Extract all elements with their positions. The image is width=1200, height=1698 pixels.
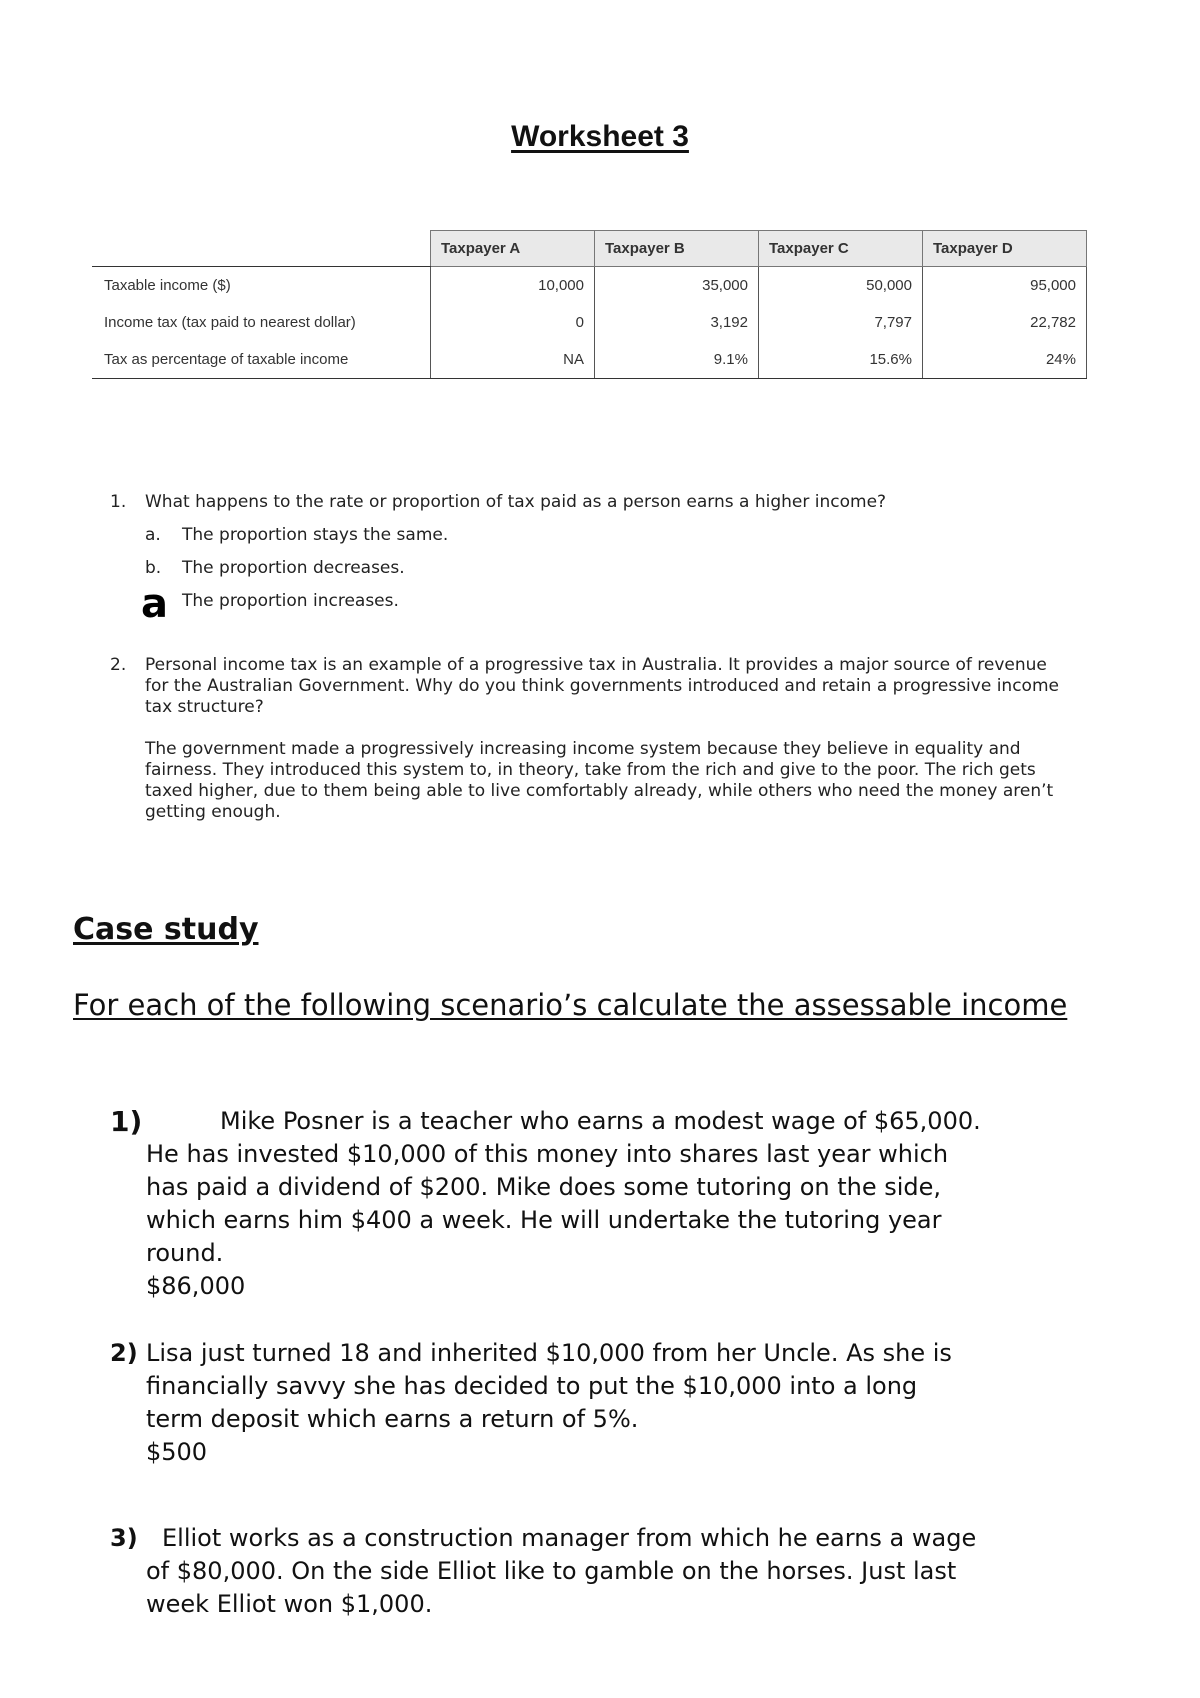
option-b — [145, 558, 645, 580]
table-header-taxpayer-c: Taxpayer C — [759, 231, 923, 267]
scenario-line: Mike Posner is a teacher who earns a modest wage of $65,000. — [220, 1107, 981, 1135]
table-row — [92, 267, 1087, 305]
scenario-answer: $500 — [146, 1438, 208, 1466]
option-letter: b. — [145, 558, 162, 578]
table-header-row — [92, 231, 1087, 267]
page-title: Worksheet 3 — [511, 120, 689, 153]
table-cell: 95,000 — [923, 267, 1087, 305]
option-letter: a. — [145, 525, 161, 545]
scenario-2 — [110, 1337, 1140, 1472]
question-line: tax structure? — [145, 697, 264, 717]
row-label: Taxable income ($) — [92, 267, 431, 305]
scenario-answer: $86,000 — [146, 1272, 246, 1300]
case-study-heading: Case study — [73, 912, 259, 947]
table-cell: NA — [431, 341, 595, 379]
question-line: for the Australian Government. Why do you think governments introduced and retain a progressive income — [145, 676, 1059, 696]
scenario-line: financially savvy she has decided to put the $10,000 into a long — [146, 1372, 918, 1400]
table-header-taxpayer-a: Taxpayer A — [431, 231, 595, 267]
answer-line: getting enough. — [145, 802, 281, 822]
scenario-line: has paid a dividend of $200. Mike does some tutoring on the side, — [146, 1173, 942, 1201]
option-a — [145, 525, 645, 547]
question-text — [145, 655, 1130, 718]
scenario-3 — [110, 1522, 1140, 1622]
option-text: The proportion decreases. — [182, 558, 405, 578]
answer-line: fairness. They introduced this system to, in theory, take from the rich and give to the poor. The rich gets — [145, 760, 1036, 780]
scenario-number: 2) — [110, 1339, 138, 1367]
table-header-taxpayer-b: Taxpayer B — [595, 231, 759, 267]
table-row — [92, 341, 1087, 379]
scenario-line: Lisa just turned 18 and inherited $10,000 from her Uncle. As she is — [146, 1339, 952, 1367]
table-cell: 24% — [923, 341, 1087, 379]
table-cell: 15.6% — [759, 341, 923, 379]
table-cell: 35,000 — [595, 267, 759, 305]
scenario-line: which earns him $400 a week. He will undertake the tutoring year — [146, 1206, 942, 1234]
table-cell: 7,797 — [759, 304, 923, 341]
question-number: 2. — [110, 655, 127, 675]
scenario-line: He has invested $10,000 of this money into shares last year which — [146, 1140, 949, 1168]
handwritten-answer-mark: a — [141, 581, 168, 627]
table-header-taxpayer-d: Taxpayer D — [923, 231, 1087, 267]
scenario-1 — [110, 1105, 1140, 1305]
scenario-number: 1) — [110, 1105, 143, 1138]
option-text: The proportion stays the same. — [182, 525, 449, 545]
answer-line: taxed higher, due to them being able to live comfortably already, while others who need the money aren’t — [145, 781, 1054, 801]
table-cell: 22,782 — [923, 304, 1087, 341]
scenario-line: week Elliot won $1,000. — [146, 1590, 433, 1618]
table-cell: 3,192 — [595, 304, 759, 341]
question-text: What happens to the rate or proportion of tax paid as a person earns a higher income? — [145, 492, 887, 512]
question-line: Personal income tax is an example of a progressive tax in Australia. It provides a major source of revenue — [145, 655, 1047, 675]
scenario-number: 3) — [110, 1524, 138, 1552]
scenario-line: round. — [146, 1239, 224, 1267]
case-study-subheading: For each of the following scenario’s calculate the assessable income — [73, 988, 1068, 1022]
answer-line: The government made a progressively increasing income system because they believe in equality and — [145, 739, 1021, 759]
table-cell: 10,000 — [431, 267, 595, 305]
question-1 — [110, 492, 1110, 514]
question-2 — [110, 655, 1130, 721]
scenario-line: term deposit which earns a return of 5%. — [146, 1405, 639, 1433]
table-cell: 9.1% — [595, 341, 759, 379]
option-text: The proportion increases. — [182, 591, 399, 611]
scenario-line: Elliot works as a construction manager from which he earns a wage — [162, 1524, 977, 1552]
table-header-empty — [92, 231, 431, 267]
answer-paragraph — [145, 739, 1130, 823]
table-cell: 50,000 — [759, 267, 923, 305]
table-cell: 0 — [431, 304, 595, 341]
table-row — [92, 304, 1087, 341]
row-label: Income tax (tax paid to nearest dollar) — [92, 304, 431, 341]
scenario-line: of $80,000. On the side Elliot like to gamble on the horses. Just last — [146, 1557, 957, 1585]
row-label: Tax as percentage of taxable income — [92, 341, 431, 379]
question-number: 1. — [110, 492, 127, 512]
option-c — [145, 591, 645, 613]
tax-table — [92, 230, 1087, 379]
